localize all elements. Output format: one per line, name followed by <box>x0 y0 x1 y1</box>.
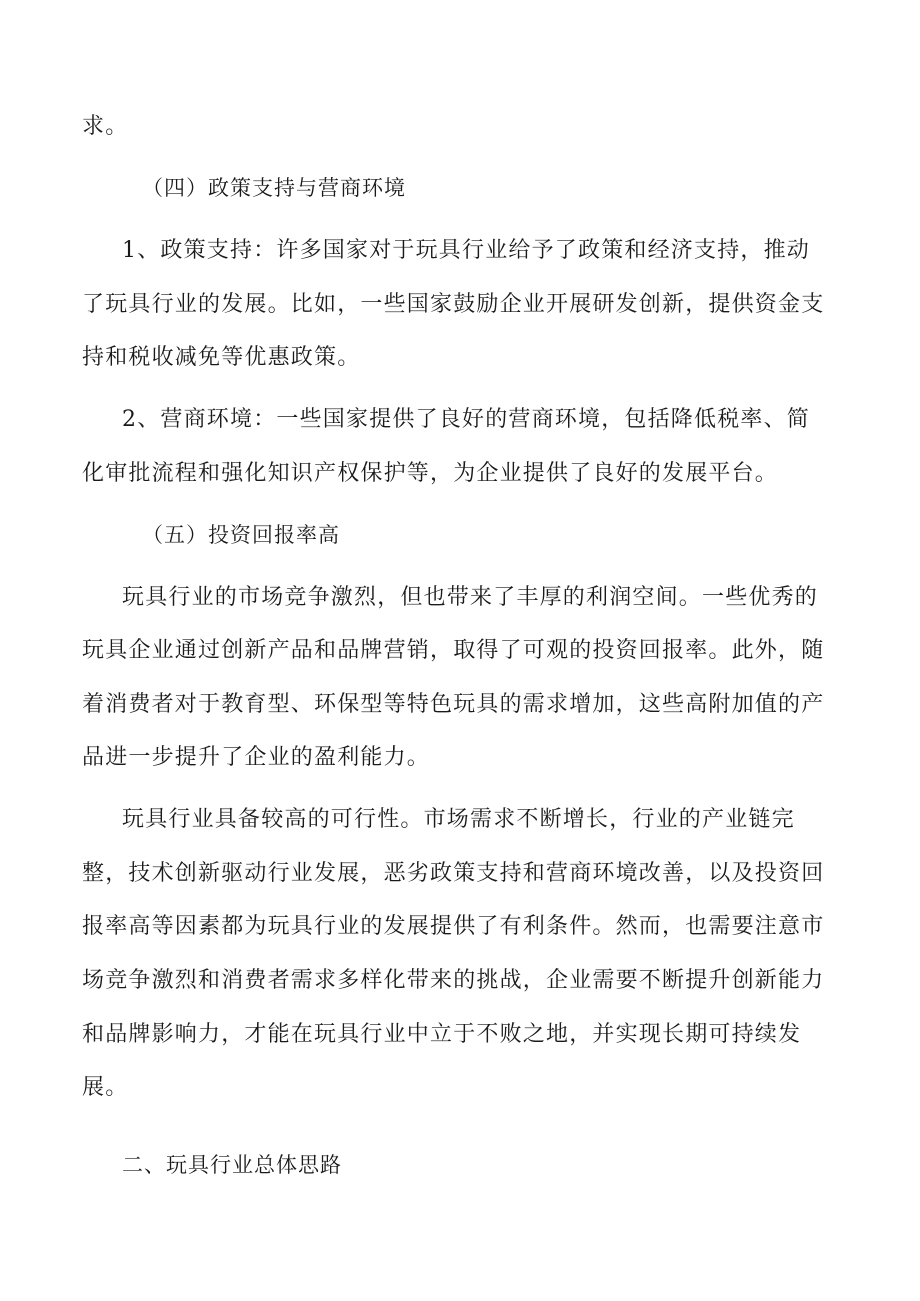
paragraph-line: 整，技术创新驱动行业发展，恶劣政策支持和营商环境改善，以及投资回 <box>82 861 825 886</box>
paragraph-line: 着消费者对于教育型、环保型等特色玩具的需求增加，这些高附加值的产 <box>82 692 825 717</box>
section-heading-5: （五）投资回报率高 <box>142 523 340 547</box>
paragraph-line: 1、政策支持：许多国家对于玩具行业给予了政策和经济支持，推动 <box>122 238 810 263</box>
paragraph-line: 报率高等因素都为玩具行业的发展提供了有利条件。然而，也需要注意市 <box>82 914 825 939</box>
paragraph-line: 展。 <box>82 1075 129 1100</box>
section-heading-4: （四）政策支持与营商环境 <box>142 176 406 200</box>
paragraph-line: 化审批流程和强化知识产权保护等，为企业提供了良好的发展平台。 <box>82 461 779 486</box>
paragraph-line: 玩具企业通过创新产品和品牌营销，取得了可观的投资回报率。此外，随 <box>82 638 825 663</box>
paragraph-line: 持和税收减免等优惠政策。 <box>82 345 361 370</box>
paragraph-line: 和品牌影响力，才能在玩具行业中立于不败之地，并实现长期可持续发 <box>82 1022 802 1047</box>
paragraph-line: 玩具行业具备较高的可行性。市场需求不断增长，行业的产业链完 <box>122 807 795 832</box>
paragraph-line: 了玩具行业的发展。比如，一些国家鼓励企业开展研发创新，提供资金支 <box>82 292 825 317</box>
paragraph-line: 2、营商环境：一些国家提供了良好的营商环境，包括降低税率、简 <box>122 407 810 432</box>
paragraph-line: 场竞争激烈和消费者需求多样化带来的挑战，企业需要不断提升创新能力 <box>82 968 825 993</box>
text-fragment-top: 求。 <box>82 114 129 139</box>
section-heading-two: 二、玩具行业总体思路 <box>122 1153 342 1177</box>
paragraph-line: 品进一步提升了企业的盈利能力。 <box>82 745 431 770</box>
paragraph-line: 玩具行业的市场竞争激烈，但也带来了丰厚的利润空间。一些优秀的 <box>122 585 819 610</box>
